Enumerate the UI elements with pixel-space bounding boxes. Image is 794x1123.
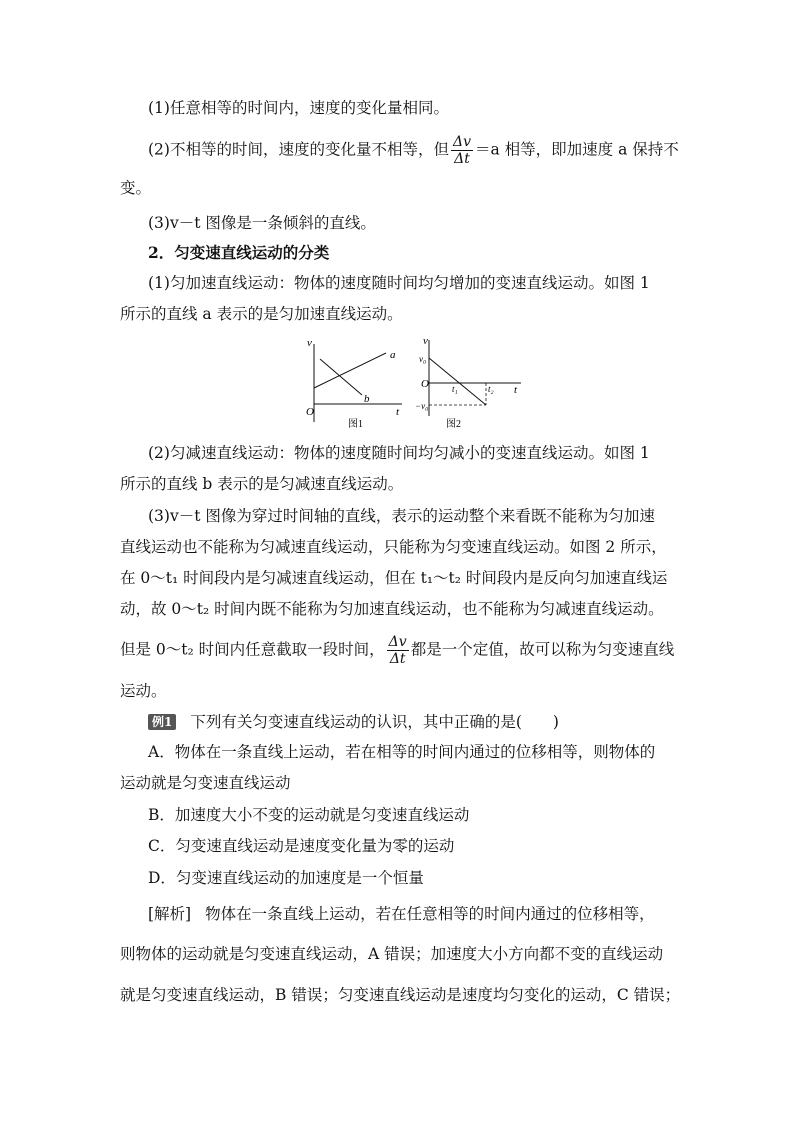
section-heading: 2．匀变速直线运动的分类 — [148, 243, 330, 262]
paragraph-2 — [148, 134, 704, 167]
fig2-v0-label: v₀ — [419, 354, 427, 364]
paragraph-2-text-b: ＝a 相等，即加速度 a 保持不 — [475, 140, 679, 159]
answer-line-2: 则物体的运动就是匀变速直线运动，A 错误；加速度大小方向都不变的直线运动 — [120, 945, 664, 963]
paragraph-4-line-2: 所示的直线 a 表示的是匀加速直线运动。 — [120, 305, 403, 323]
delta-fraction — [451, 134, 473, 167]
paragraph-2-text-a: (2)不相等的时间，速度的变化量不相等，但 — [148, 140, 449, 159]
fraction-numerator: Δv — [452, 134, 471, 150]
example-question-text: 下列有关匀变速直线运动的认识，其中正确的是( ) — [190, 713, 559, 731]
paragraph-5-line-1: (2)匀减速直线运动：物体的速度随时间均匀减小的变速直线运动。如图 1 — [148, 444, 650, 462]
option-b: B．加速度大小不变的运动就是匀变速直线运动 — [148, 806, 470, 824]
paragraph-6-line-6: 运动。 — [120, 682, 167, 700]
fraction-denominator: Δt — [454, 151, 470, 167]
example-badge: 例1 — [148, 714, 176, 730]
fig1-caption: 图1 — [348, 419, 363, 428]
fig2-t-label: t — [514, 384, 518, 396]
fig2-t1-label: t₁ — [452, 384, 458, 394]
option-a-line-1: A．物体在一条直线上运动，若在相等的时间内通过的位移相等，则物体的 — [148, 743, 656, 761]
fig1-t-label: t — [396, 406, 400, 418]
paragraph-2-end: 变。 — [120, 179, 152, 197]
paragraph-6-line-2: 直线运动也不能称为匀减速直线运动，只能称为匀变速直线运动。如图 2 所示， — [120, 538, 667, 556]
paragraph-6-line-5-text-a: 但是 0～t₂ 时间内任意截取一段时间， — [120, 640, 385, 659]
fig2-origin-label: O — [421, 378, 429, 390]
answer-line-1 — [148, 904, 704, 924]
fig1-b-label: b — [364, 393, 370, 405]
option-c: C．匀变速直线运动是速度变化量为零的运动 — [148, 837, 455, 855]
option-a-line-2: 运动就是匀变速直线运动 — [120, 774, 291, 792]
paragraph-1: (1)任意相等的时间内，速度的变化量相同。 — [148, 99, 449, 117]
fig1-line-b — [320, 359, 362, 395]
paragraph-6-line-5 — [120, 634, 676, 667]
figure-1 — [300, 336, 410, 428]
delta-fraction-2 — [387, 634, 409, 667]
example-question — [148, 712, 704, 732]
paragraph-5-line-2: 所示的直线 b 表示的是匀减速直线运动。 — [120, 475, 404, 493]
fraction-2-numerator: Δv — [388, 634, 407, 650]
paragraph-6-line-1: (3)v－t 图像为穿过时间轴的直线，表示的运动整个来看既不能称为匀加速 — [148, 507, 655, 525]
fig1-line-a — [314, 353, 386, 388]
paragraph-6-line-5-text-b: 都是一个定值，故可以称为匀变速直线 — [410, 640, 675, 659]
paragraph-6-line-4: 动，故 0～t₂ 时间内既不能称为匀加速直线运动，也不能称为匀减速直线运动。 — [120, 600, 664, 618]
answer-text-1: 物体在一条直线上运动，若在任意相等的时间内通过的位移相等， — [205, 905, 655, 923]
option-d: D．匀变速直线运动的加速度是一个恒量 — [148, 869, 424, 887]
fraction-2-denominator: Δt — [389, 651, 406, 667]
figure-2 — [415, 336, 535, 428]
fig2-caption: 图2 — [446, 419, 461, 428]
paragraph-4-line-1: (1)匀加速直线运动：物体的速度随时间均匀增加的变速直线运动。如图 1 — [148, 274, 650, 292]
answer-line-3: 就是匀变速直线运动，B 错误；匀变速直线运动是速度均匀变化的运动，C 错误； — [120, 986, 681, 1004]
fig1-v-label: v — [307, 337, 312, 349]
fig2-line — [429, 358, 486, 405]
paragraph-6-line-3: 在 0～t₁ 时间段内是匀减速直线运动，但在 t₁～t₂ 时间段内是反向匀加速直线运 — [120, 569, 668, 587]
fig2-t2-label: t₂ — [488, 384, 494, 394]
paragraph-3: (3)v－t 图像是一条倾斜的直线。 — [148, 214, 376, 232]
fig1-origin-label: O — [306, 406, 314, 418]
fig2-neg-v0-label: −v₀ — [415, 401, 429, 411]
fig1-a-label: a — [390, 349, 396, 361]
fig2-v-label: v — [423, 336, 428, 347]
answer-label: [解析] — [148, 905, 192, 923]
